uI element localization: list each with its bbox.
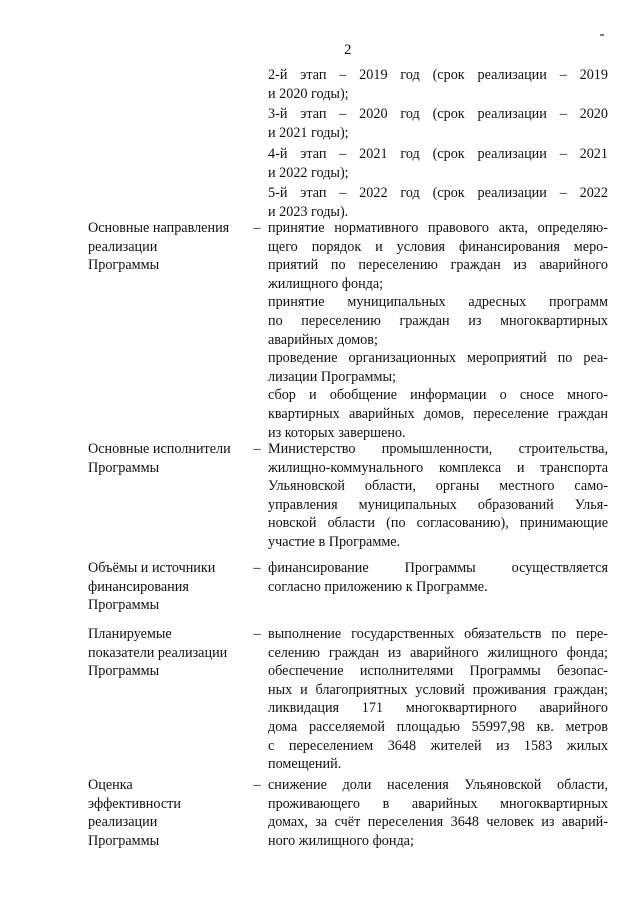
label-line: Оценка xyxy=(88,777,133,793)
body-line: ных и благоприятных условий проживания граждан; xyxy=(268,681,608,698)
body-line: помещений. xyxy=(268,756,342,773)
scan-mark xyxy=(600,34,604,36)
body-line: обеспечение исполнителями Программы безопас- xyxy=(268,663,608,680)
body-line: аварийных домов; xyxy=(268,331,378,348)
label-line: Программы xyxy=(88,597,160,614)
body-line: из которых завершено. xyxy=(268,424,406,441)
label-line: реализации xyxy=(88,814,158,831)
stage-item xyxy=(268,184,608,222)
body-line: с переселением 3648 жителей из 1583 жилых xyxy=(268,737,608,754)
label-line: показатели реализации xyxy=(88,644,228,661)
body-line: Министерство промышленности, строительства, xyxy=(268,441,608,457)
section-label xyxy=(88,219,248,275)
body-line: жилищно-коммунального комплекса и транспорта xyxy=(268,459,608,476)
label-line: эффективности xyxy=(88,795,181,812)
section-label xyxy=(88,776,248,850)
body-line: выполнение государственных обязательств по пере- xyxy=(268,626,608,642)
body-line: управления муниципальных образований Улья- xyxy=(268,496,608,513)
section-body xyxy=(268,625,608,774)
implementation-stages xyxy=(268,66,608,224)
label-line: реализации xyxy=(88,238,158,255)
section-dash: – xyxy=(253,220,261,236)
body-line: жилищного фонда; xyxy=(268,275,384,292)
body-line: сбор и обобщение информации о сносе много- xyxy=(268,387,608,404)
section-body xyxy=(268,219,608,442)
body-line: согласно приложению к Программе. xyxy=(268,578,488,595)
stage-item xyxy=(268,105,608,143)
section-label xyxy=(88,559,248,615)
body-line: ликвидация 171 многоквартирного аварийного xyxy=(268,700,608,717)
label-line: Программы xyxy=(88,832,160,849)
stage-line: и 2022 годы); xyxy=(268,164,349,181)
section-body xyxy=(268,776,608,850)
label-line: Программы xyxy=(88,459,160,476)
section-label xyxy=(88,625,248,681)
body-line: проживающего в аварийных многоквартирных xyxy=(268,795,608,812)
body-line: участие в Программе. xyxy=(268,533,401,550)
section-dash: – xyxy=(253,626,261,642)
label-line: Программы xyxy=(88,663,160,680)
stage-line: 4-й этап – 2021 год (срок реализации – 2021 xyxy=(268,145,608,162)
section-body xyxy=(268,559,608,596)
body-line: ного жилищного фонда; xyxy=(268,832,414,849)
body-line: принятие нормативного правового акта, определяю- xyxy=(268,220,608,236)
body-line: дома расселяемой площадью 55997,98 кв. метров xyxy=(268,718,608,735)
body-line: щего порядок и условия финансирования меро- xyxy=(268,238,608,255)
body-line: квартирных аварийных домов, переселение граждан xyxy=(268,405,608,422)
label-line: Программы xyxy=(88,257,160,274)
body-line: новской области (по согласованию), принимающие xyxy=(268,515,608,532)
body-line: приятий по переселению граждан из аварийного xyxy=(268,257,608,274)
stage-line: и 2023 годы). xyxy=(268,204,349,221)
section-dash: – xyxy=(253,777,261,793)
stage-line: и 2021 годы); xyxy=(268,125,349,142)
section-dash: – xyxy=(253,441,261,457)
section-dash: – xyxy=(253,560,261,576)
body-line: Ульяновской области, органы местного само- xyxy=(268,478,608,495)
label-line: Основные направления xyxy=(88,220,230,236)
body-line: селению граждан из аварийного жилищного фонда; xyxy=(268,644,608,661)
body-line: финансирование Программы осуществляется xyxy=(268,560,608,576)
stage-line: и 2020 годы); xyxy=(268,86,349,102)
body-line: принятие муниципальных адресных программ xyxy=(268,294,608,311)
label-line: Планируемые xyxy=(88,626,172,642)
stage-line: 2-й этап – 2019 год (срок реализации – 2019 xyxy=(268,67,608,83)
label-line: финансирования xyxy=(88,578,189,595)
section-label xyxy=(88,440,248,477)
body-line: лизации Программы; xyxy=(268,368,396,385)
section-body xyxy=(268,440,608,552)
stage-line: 3-й этап – 2020 год (срок реализации – 2020 xyxy=(268,106,608,123)
body-line: снижение доли населения Ульяновской области, xyxy=(268,777,608,793)
stage-item xyxy=(268,145,608,183)
label-line: Объёмы и источники xyxy=(88,560,216,576)
label-line: Основные исполнители xyxy=(88,441,231,457)
page-number: 2 xyxy=(344,42,352,58)
body-line: по переселению граждан из многоквартирных xyxy=(268,312,608,329)
stage-line: 5-й этап – 2022 год (срок реализации – 2022 xyxy=(268,185,608,202)
stage-item xyxy=(268,66,608,104)
body-line: домах, за счёт переселения 3648 человек из аварий- xyxy=(268,814,608,831)
body-line: проведение организационных мероприятий по реа- xyxy=(268,350,608,367)
